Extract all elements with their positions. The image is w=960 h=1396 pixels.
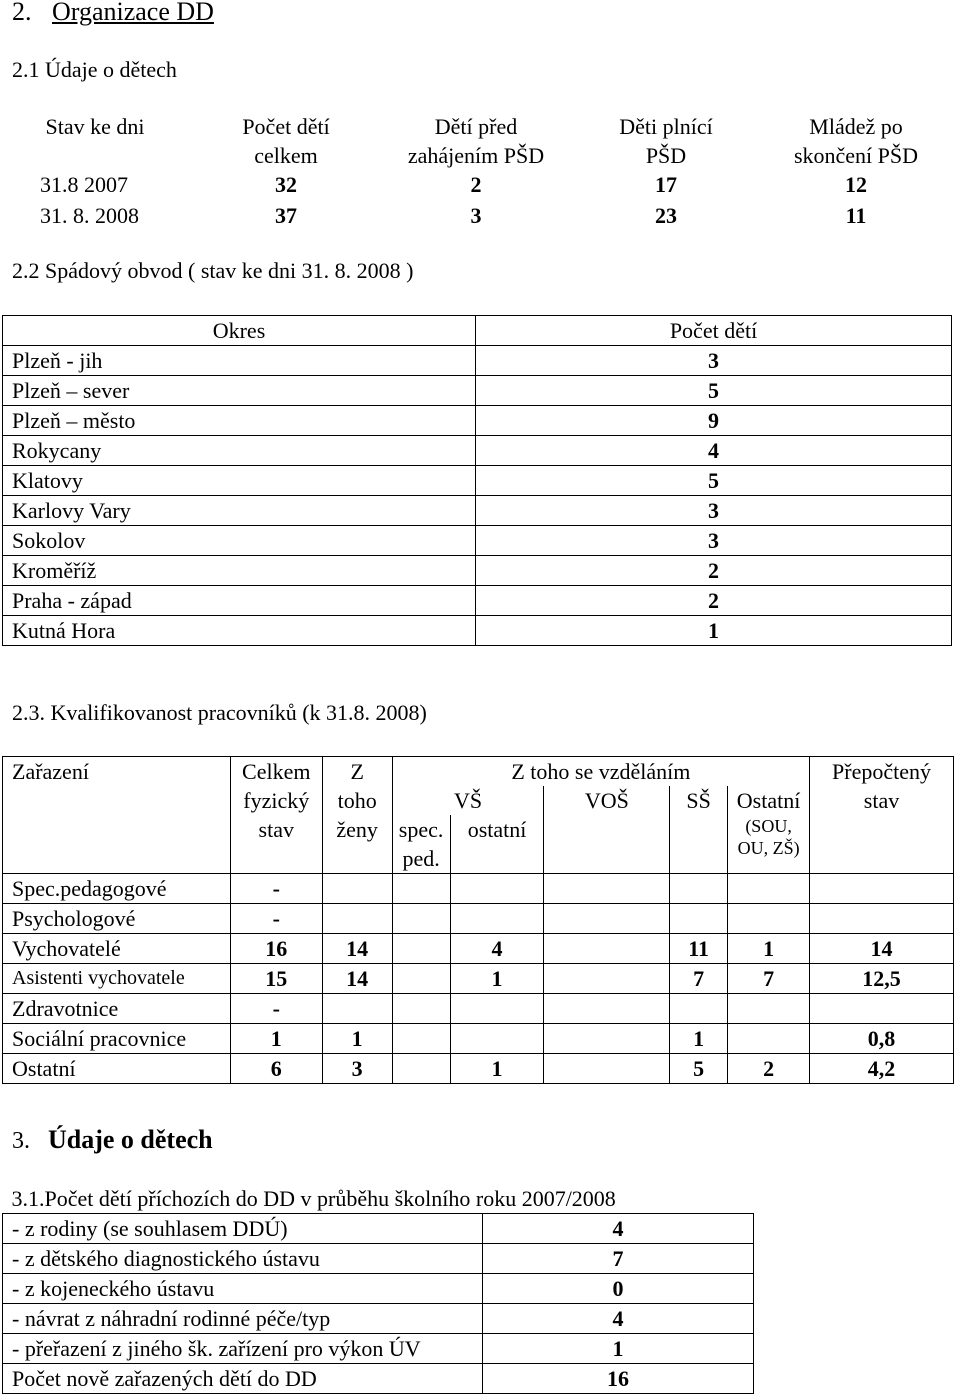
header-line: Celkem: [242, 759, 311, 784]
table-header-cell: celkem: [254, 143, 318, 168]
table-cell: Spec.pedagogové: [3, 874, 231, 904]
table-cell: 5: [476, 466, 952, 496]
table-cell: 12: [845, 172, 867, 197]
table-cell: [450, 874, 544, 904]
table-header-row: [3, 1184, 754, 1214]
table-cell: 2: [476, 556, 952, 586]
table-row: [3, 1214, 754, 1244]
table-cell: [728, 994, 810, 1024]
table-row: [3, 874, 954, 904]
table-cell: [810, 904, 954, 934]
table-cell: Praha - západ: [3, 586, 476, 616]
table-header-cell: skončení PŠD: [793, 143, 919, 168]
table-cell: 5: [670, 1054, 728, 1084]
table-cell: Vychovatelé: [3, 934, 231, 964]
header-line: Z: [350, 759, 364, 784]
table-cell: 3: [476, 496, 952, 526]
table-cell: 3: [476, 526, 952, 556]
table-cell: 4: [450, 934, 544, 964]
table-header-cell: [322, 757, 392, 874]
table-header-cell: Počet dětí: [476, 316, 952, 346]
table-cell: 1: [728, 934, 810, 964]
table-row: [3, 436, 952, 466]
table-cell: [392, 994, 450, 1024]
table: [2, 315, 952, 646]
table-cell: 32: [275, 172, 297, 197]
table-cell: 2: [470, 172, 482, 197]
table-cell: 7: [728, 964, 810, 994]
table-cell: 7: [483, 1244, 754, 1274]
table-cell: 37: [275, 203, 297, 228]
table-cell: Asistenti vychovatele: [3, 964, 231, 994]
table-row: [3, 616, 952, 646]
table-cell: 1: [450, 1054, 544, 1084]
table-cell: [450, 904, 544, 934]
table-row: [3, 1274, 754, 1304]
header-note: (SOU,: [745, 816, 792, 836]
table-cell: 14: [810, 934, 954, 964]
table-header-cell: Z toho se vzděláním: [392, 757, 809, 787]
table-header-cell: Okres: [3, 316, 476, 346]
section-2-2-heading: 2.2 Spádový obvod ( stav ke dni 31. 8. 2008 ): [12, 258, 414, 283]
table-cell: 9: [476, 406, 952, 436]
table-cell: 1: [322, 1024, 392, 1054]
table-header-cell: VOŠ: [544, 786, 670, 874]
table-row: [3, 964, 954, 994]
table-cell: 15: [230, 964, 322, 994]
table-row: [3, 586, 952, 616]
table-cell: 31.8 2007: [40, 172, 128, 197]
table-cell: 1: [670, 1024, 728, 1054]
table-cell: 1: [476, 616, 952, 646]
table-cell: 23: [655, 203, 677, 228]
table-cell: 2: [728, 1054, 810, 1084]
table-cell: 14: [322, 934, 392, 964]
table-cell: [392, 874, 450, 904]
table-cell: [544, 1024, 670, 1054]
table-row: [3, 1024, 954, 1054]
table-row: [3, 1334, 754, 1364]
table-cell: Klatovy: [3, 466, 476, 496]
header-line: stav: [258, 817, 294, 842]
table-row: [3, 406, 952, 436]
header-line: stav: [863, 788, 900, 813]
table-cell: [544, 994, 670, 1024]
table-cell: Rokycany: [3, 436, 476, 466]
table-header-cell: Zařazení: [3, 757, 231, 874]
table-cell: 11: [845, 203, 867, 228]
table-cell: Psychologové: [3, 904, 231, 934]
section-3-heading: [12, 1125, 213, 1155]
table-header-cell: VŠ: [392, 786, 544, 815]
table-row: [3, 376, 952, 406]
section-2-heading: [12, 0, 214, 27]
table-cell: Počet nově zařazených dětí do DD: [3, 1364, 483, 1394]
header-line: toho: [337, 788, 377, 813]
table-cell: [728, 904, 810, 934]
table-cell: 14: [322, 964, 392, 994]
table-row: [3, 1244, 754, 1274]
table-cell: 1: [450, 964, 544, 994]
table-cell: [450, 994, 544, 1024]
table-cell: [544, 1054, 670, 1084]
table-cell: - z kojeneckého ústavu: [3, 1274, 483, 1304]
table-cell: [392, 1054, 450, 1084]
table-cell: Karlovy Vary: [3, 496, 476, 526]
table-cell: 7: [670, 964, 728, 994]
section-title: Organizace DD: [52, 0, 214, 26]
table-cell: 1: [483, 1334, 754, 1364]
header-line: fyzický: [243, 788, 310, 813]
table-cell: [810, 874, 954, 904]
table-cell: [544, 904, 670, 934]
table-cell: [322, 994, 392, 1024]
header-line: Ostatní: [736, 788, 801, 813]
table-cell: -: [230, 874, 322, 904]
table-header-row: [3, 316, 952, 346]
table-cell: 4: [483, 1304, 754, 1334]
table-row: [3, 1364, 754, 1394]
table-row: [3, 934, 954, 964]
table: [2, 1184, 754, 1394]
section-2-1-heading: 2.1 Údaje o dětech: [12, 57, 177, 82]
table-cell: Zdravotnice: [3, 994, 231, 1024]
table-cell: 2: [476, 586, 952, 616]
header-note: OU, ZŠ): [737, 838, 800, 858]
table-row: [3, 496, 952, 526]
table-row: [3, 346, 952, 376]
table-cell: 6: [230, 1054, 322, 1084]
table-cell: Plzeň – sever: [3, 376, 476, 406]
table-cell: - z dětského diagnostického ústavu: [3, 1244, 483, 1274]
table-header-cell: Počet dětí: [242, 114, 330, 139]
table-cell: [670, 904, 728, 934]
table-cell: 3: [470, 203, 482, 228]
header-line: spec.: [398, 817, 444, 842]
table-cell: - přeřazení z jiného šk. zařízení pro výkon ÚV: [3, 1334, 483, 1364]
table-cell: [544, 874, 670, 904]
table-cell: [670, 994, 728, 1024]
table-cell: Plzeň – město: [3, 406, 476, 436]
table-header-cell: [728, 786, 810, 874]
table-cell: 4: [483, 1214, 754, 1244]
table-cell: Ostatní: [3, 1054, 231, 1084]
table-row: [3, 994, 954, 1024]
table-header-row: [3, 757, 954, 787]
table-cell: [392, 1024, 450, 1054]
table-cell: - z rodiny (se souhlasem DDÚ): [3, 1214, 483, 1244]
table-header-cell: Stav ke dni: [45, 114, 145, 139]
table-cell: [544, 934, 670, 964]
table-cell: 16: [483, 1364, 754, 1394]
table-cell: 16: [230, 934, 322, 964]
table-header-cell: [810, 757, 954, 874]
table-cell: -: [230, 904, 322, 934]
table-cell: [728, 1024, 810, 1054]
table-header-cell: ostatní: [450, 815, 544, 874]
table-header-cell: SŠ: [670, 786, 728, 874]
header-line: Přepočtený: [832, 759, 931, 784]
table-cell: 4,2: [810, 1054, 954, 1084]
table-cell: 11: [670, 934, 728, 964]
table-cell: [670, 874, 728, 904]
table-row: [3, 1304, 754, 1334]
table-heading: 3.1.Počet dětí příchozích do DD v průběhu školního roku 2007/2008: [11, 1186, 616, 1211]
header-line: ped.: [402, 846, 440, 871]
table-row: [3, 1054, 954, 1084]
table-cell: [392, 934, 450, 964]
table-header-cell: Dětí před: [434, 114, 518, 139]
table-row: [3, 526, 952, 556]
table-cell: Plzeň - jih: [3, 346, 476, 376]
table-cell: 12,5: [810, 964, 954, 994]
table-cell: 31. 8. 2008: [40, 203, 139, 228]
table: [2, 756, 954, 1084]
table-cell: 1: [230, 1024, 322, 1054]
table-cell: [450, 1024, 544, 1054]
section-number: 3.: [12, 1128, 30, 1154]
table-cell: [728, 874, 810, 904]
table-cell: 5: [476, 376, 952, 406]
table-cell: 3: [476, 346, 952, 376]
table-cell: 0,8: [810, 1024, 954, 1054]
section-title: Údaje o dětech: [48, 1125, 213, 1154]
table-header-cell: PŠD: [645, 143, 687, 168]
table-cell: [392, 904, 450, 934]
table-header-cell: [392, 815, 450, 874]
table-cell: -: [230, 994, 322, 1024]
table-cell: 17: [655, 172, 677, 197]
table-cell: Kroměříž: [3, 556, 476, 586]
table-cell: Kutná Hora: [3, 616, 476, 646]
table-cell: Sokolov: [3, 526, 476, 556]
table-row: [3, 466, 952, 496]
table-row: [3, 904, 954, 934]
table-header-cell: Děti plnící: [619, 114, 713, 139]
table-cell: 4: [476, 436, 952, 466]
table-cell: 3: [322, 1054, 392, 1084]
table-cell: [392, 964, 450, 994]
table-header-cell: Mládež po: [809, 114, 903, 139]
header-line: ženy: [336, 817, 378, 842]
table-cell: Sociální pracovnice: [3, 1024, 231, 1054]
table-cell: [810, 994, 954, 1024]
section-2-3-heading: 2.3. Kvalifikovanost pracovníků (k 31.8. 2008): [12, 700, 427, 725]
table-cell: 0: [483, 1274, 754, 1304]
table-header-cell: zahájením PŠD: [407, 143, 545, 168]
table-cell: [544, 964, 670, 994]
table-row: [3, 556, 952, 586]
table-cell: [322, 874, 392, 904]
section-number: 2.: [12, 0, 32, 26]
table-cell: - návrat z náhradní rodinné péče/typ: [3, 1304, 483, 1334]
table-cell: [322, 904, 392, 934]
table-header-cell: [230, 757, 322, 874]
